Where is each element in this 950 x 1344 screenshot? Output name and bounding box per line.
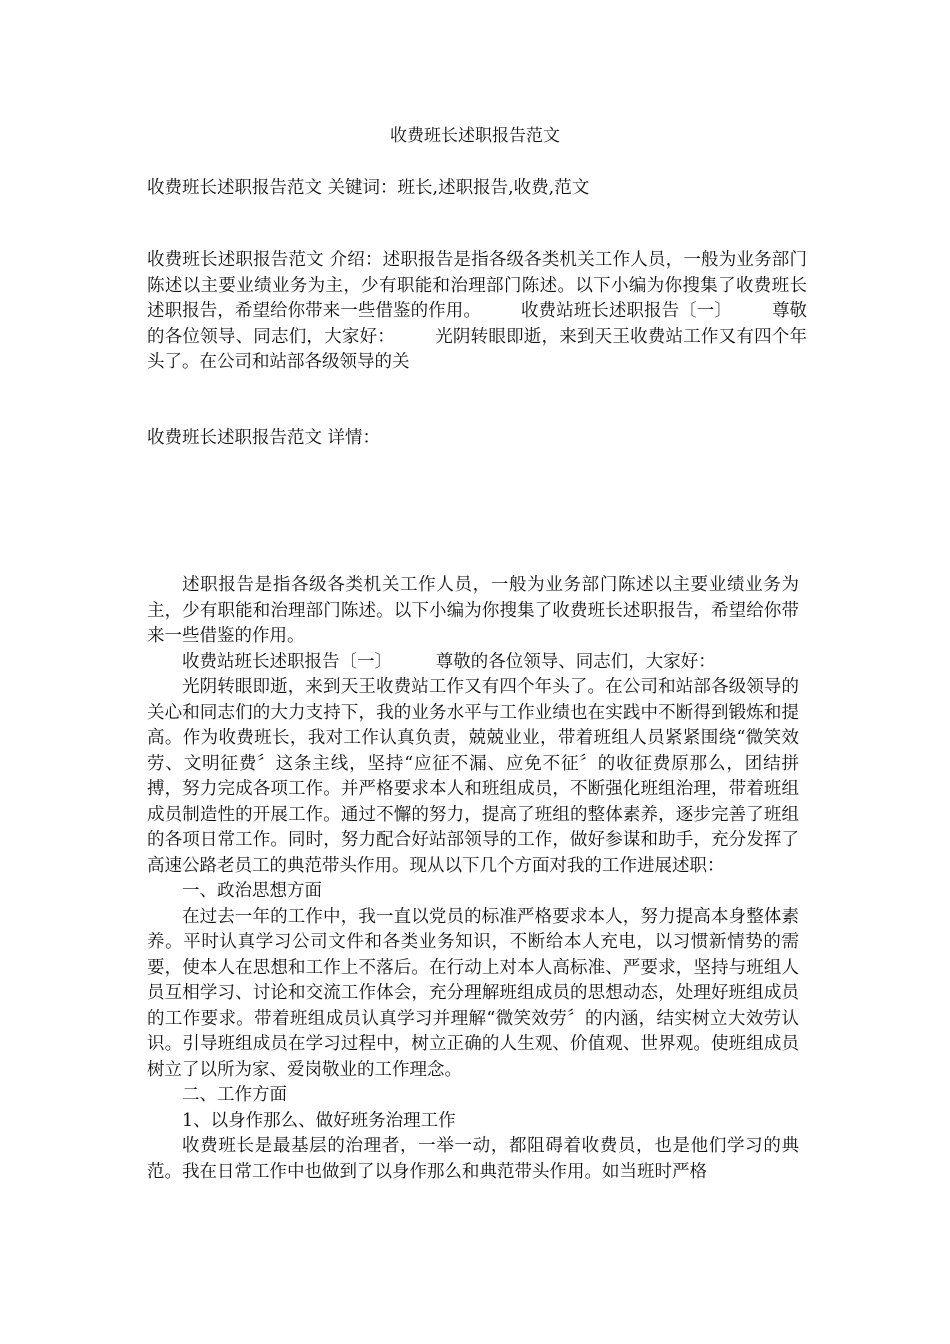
body-paragraph: 收费站班长述职报告〔一〕 尊敬的各位领导、同志们，大家好： <box>182 651 716 672</box>
intro-report-heading: 收费站班长述职报告〔一〕 <box>520 301 732 321</box>
body-paragraph: 收费班长是最基层的治理者，一举一动，都阻碍着收费员，也是他们学习的典范。我在日常工作中也做到了以身作那么和典范带头作用。如当班时严格 <box>147 1136 799 1182</box>
report-body <box>147 573 799 1185</box>
section-heading: 二、工作方面 <box>182 1085 287 1105</box>
intro-summary <box>147 248 807 376</box>
intro-opening: 光阴转眼即逝，来到天王收费站工作又有四个年头了。在公司和站部各级领导的关 <box>147 326 807 372</box>
body-paragraph: 在过去一年的工作中，我一直以党员的标准严格要求本人，努力提高本身整体素养。平时认真学习公司文件和各类业务知识，不断给本人充电，以习惯新情势的需要，使本人在思想和工作上不落后。在行动上对本人高标准、严要求，坚持与班组人员互相学习、讨论和交流工作体会，充分理解班组成员的思想动态，处理好班组成员的工作要求。带着班组成员认真学习并理解“微笑效劳〞的内涵，结实树立大效劳认识。引导班组成员在学习过程中，树立正确的人生观、价值观、世界观。使班组成员树立了以所为家、爱岗敬业的工作理念。 <box>147 906 799 1080</box>
intro-greeting: 尊敬的各位领导、同志们，大家好： <box>147 301 808 347</box>
intro-text: 收费班长述职报告范文 介绍：述职报告是指各级各类机关工作人员，一般为业务部门陈述以主要业绩业务为主，少有职能和治理部门陈述。以下小编为你搜集了收费班长述职报告，希望给你带来一些借鉴的作用。 <box>147 250 807 321</box>
body-paragraph: 述职报告是指各级各类机关工作人员，一般为业务部门陈述以主要业绩业务为主，少有职能和治理部门陈述。以下小编为你搜集了收费班长述职报告，希望给你带来一些借鉴的作用。 <box>147 575 799 646</box>
section-heading: 一、政治思想方面 <box>182 881 322 901</box>
subsection-heading: 1、以身作那么、做好班务治理工作 <box>182 1110 456 1131</box>
body-paragraph: 光阴转眼即逝，来到天王收费站工作又有四个年头了。在公司和站部各级领导的关心和同志们的大力支持下，我的业务水平与工作业绩也在实践中不断得到锻炼和提高。作为收费班长，我对工作认真负责，兢兢业业，带着班组人员紧紧围绕“微笑效劳、文明征费〞这条主线，坚持“应征不漏、应免不征〞的收征费原那么，团结拼搏，努力完成各项工作。并严格要求本人和班组成员，不断强化班组治理，带着班组成员制造性的开展工作。通过不懈的努力，提高了班组的整体素养，逐步完善了班组的各项日常工作。同时，努力配合好站部领导的工作，做好参谋和助手，充分发挥了高速公路老员工的典范带头作用。现从以下几个方面对我的工作进展述职： <box>147 677 799 876</box>
keywords-line: 收费班长述职报告范文 关键词：班长,述职报告,收费,范文 <box>147 178 590 198</box>
details-label: 收费班长述职报告范文 详情： <box>147 428 381 448</box>
document-title: 收费班长述职报告范文 <box>390 126 560 146</box>
